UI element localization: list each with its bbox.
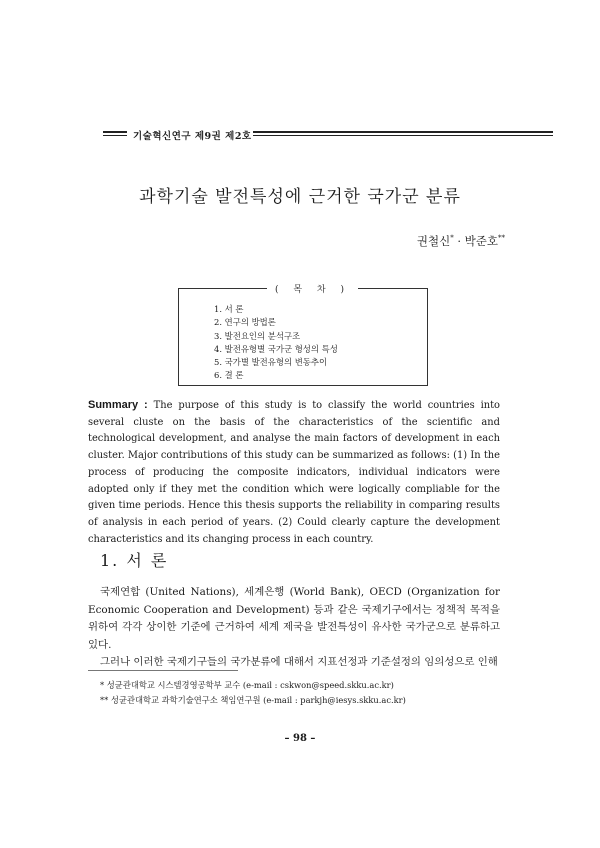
author-2: 박준호 <box>464 234 498 248</box>
toc-list <box>214 303 338 383</box>
article-title: 과학기술 발전특성에 근거한 국가군 분류 <box>139 187 461 207</box>
author-1-mark: * <box>450 234 454 243</box>
footnotes <box>100 678 406 707</box>
toc-item: 5. 국가별 발전유형의 변동추이 <box>214 357 328 368</box>
summary-label: Summary : <box>88 399 148 411</box>
body-text <box>88 584 500 672</box>
header-left-lines <box>103 131 127 138</box>
footnote-1: * 성균관대학교 시스템경영공학부 교수 (e-mail : cskwon@speed.skku.ac.kr) <box>100 680 394 690</box>
toc-item: 4. 발전유형별 국가군 형성의 특성 <box>214 343 338 354</box>
journal-header <box>103 126 503 146</box>
toc-item: 2. 연구의 방법론 <box>214 317 276 328</box>
page-number: – 98 – <box>284 733 316 744</box>
header-right-lines <box>253 131 553 138</box>
summary-text: The purpose of this study is to classify the world countries into several cluste on the basis of the characteristics of the scientific and technological development, and analyse the main factors of development in each cluster. Major contributions of this study can be summarized as follows: (1) In the process of producing the composite indicators, individual indicators were adopted only if they met the condition which were logically compliable for the given time periods. Hence this thesis supports the reliability in comparing results of analysis in each period of years. (2) Could clearly capture the development characteristics and its changing process in each country. <box>88 400 500 545</box>
journal-title: 기술혁신연구 제9권 제2호 <box>133 131 252 142</box>
author-2-mark: ** <box>498 234 505 243</box>
section-heading: 1. 서 론 <box>100 551 169 570</box>
toc-item: 3. 발전요인의 분석구조 <box>214 330 301 341</box>
summary-paragraph <box>88 397 500 548</box>
footnote-2: ** 성균관대학교 과학기술연구소 책임연구원 (e-mail : parkjh@iesys.skku.ac.kr) <box>100 694 406 705</box>
body-paragraph: 국제연합 (United Nations), 세계은행 (World Bank), OECD (Organization for Economic Cooperation and Development) 등과 같은 국제기구에서는 정책적 목적을 위하여 각각 상이한 기준에 근거하여 세계 제국을 발전특성이 유사한 국가군으로 분류하고 있다. <box>88 586 500 651</box>
toc-title: ( 목 차 ) <box>267 282 358 295</box>
author-separator: · <box>453 234 465 248</box>
author-line <box>417 233 505 249</box>
author-1: 권철신 <box>416 234 451 248</box>
toc-item: 6. 결 론 <box>214 370 244 381</box>
body-paragraph: 그러나 이러한 국제기구들의 국가분류에 대해서 지표선정과 기준설정의 임의성으로 인해 <box>100 656 498 668</box>
table-of-contents <box>178 285 428 386</box>
footnote-divider <box>88 670 238 671</box>
toc-item: 1. 서 론 <box>214 304 244 314</box>
